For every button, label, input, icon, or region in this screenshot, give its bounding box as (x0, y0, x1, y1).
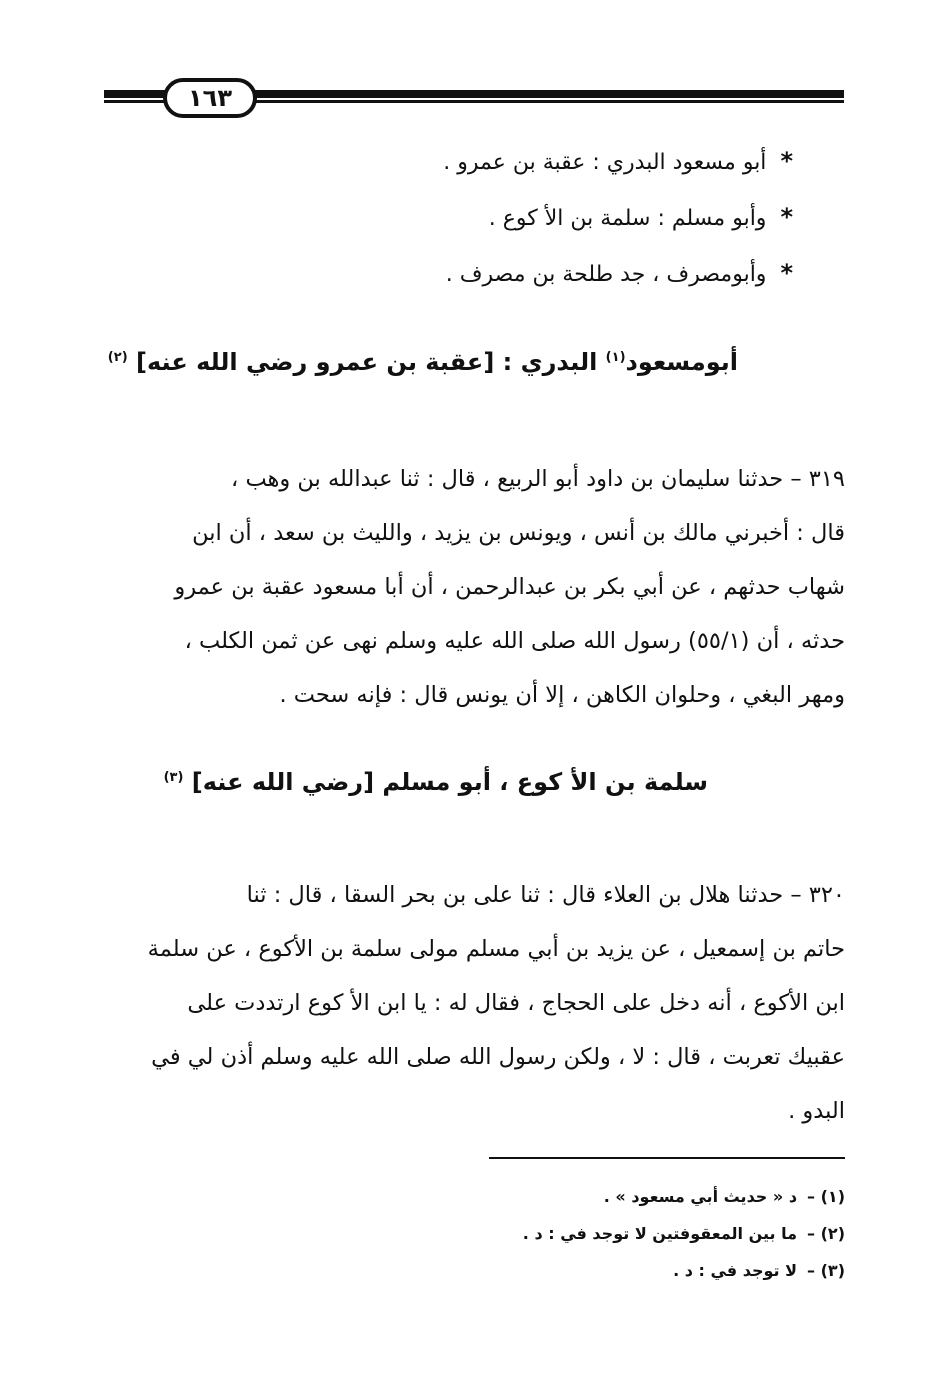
footnote-text: د « حديث أبي مسعود » . (603, 1187, 798, 1206)
paragraph-line: عقبيك تعربت ، قال : لا ، ولكن رسول الله صلى الله عليه وسلم أذن لي في (151, 1044, 845, 1070)
footnote-number: (٢) – (807, 1224, 845, 1243)
footnote-ref: (٢) (107, 350, 128, 365)
footnote-item (345, 1219, 845, 1256)
heading-text: البدري : [عقبة بن عمرو رضي الله عنه] (127, 348, 606, 376)
paragraph-line: ومهر البغي ، وحلوان الكاهن ، إلا أن يونس قال : فإنه سحت . (279, 682, 845, 708)
footnote-item (345, 1256, 845, 1293)
footnotes (345, 1182, 845, 1293)
bullet-star-icon: * (780, 203, 793, 231)
heading-text: أبومسعود (625, 348, 738, 376)
footnote-number: (٣) – (807, 1261, 845, 1280)
paragraph-line: حاتم بن إسمعيل ، عن يزيد بن أبي مسلم مولى سلمة بن الأكوع ، عن سلمة (147, 936, 845, 962)
paragraph-line: البدو . (788, 1098, 845, 1124)
bullet-text: أبو مسعود البدري : عقبة بن عمرو . (443, 150, 767, 175)
paragraph-line: قال : أخبرني مالك بن أنس ، ويونس بن يزيد ، والليث بن سعد ، أن ابن (192, 520, 845, 546)
bullet-star-icon: * (780, 259, 793, 287)
section-heading-salama (164, 768, 708, 796)
hadith-319-paragraph (99, 452, 845, 722)
bullet-list (293, 138, 793, 306)
bullet-star-icon: * (780, 147, 793, 175)
footnote-item (345, 1182, 845, 1219)
paragraph-line: حدثه ، أن (٥٥/١) رسول الله صلى الله عليه وسلم نهى عن ثمن الكلب ، (184, 628, 845, 654)
footnote-ref: (١) (605, 350, 626, 365)
bullet-item (293, 250, 793, 306)
page-number: ١٦٣ (163, 78, 257, 118)
paragraph-line: ٣١٩ – حدثنا سليمان بن داود أبو الربيع ، قال : ثنا عبدالله بن وهب ، (231, 466, 845, 492)
footnote-ref: (٣) (163, 770, 184, 785)
footnote-text: ما بين المعقوفتين لا توجد في : د . (522, 1224, 798, 1243)
footnote-text: لا توجد في : د . (673, 1261, 798, 1280)
bullet-text: وأبو مسلم : سلمة بن الأ كوع . (488, 206, 767, 231)
paragraph-line: ابن الأكوع ، أنه دخل على الحجاج ، فقال له : يا ابن الأ كوع ارتددت على (187, 990, 845, 1016)
hadith-320-paragraph (99, 868, 845, 1138)
heading-text: سلمة بن الأ كوع ، أبو مسلم [رضي الله عنه] (183, 768, 708, 796)
bullet-item (293, 138, 793, 194)
footnote-number: (١) – (807, 1187, 845, 1206)
bullet-item (293, 194, 793, 250)
footnote-divider (489, 1157, 845, 1159)
bullet-text: وأبومصرف ، جد طلحة بن مصرف . (445, 262, 767, 287)
paragraph-line: شهاب حدثهم ، عن أبي بكر بن عبدالرحمن ، أن أبا مسعود عقبة بن عمرو (174, 574, 845, 600)
paragraph-line: ٣٢٠ – حدثنا هلال بن العلاء قال : ثنا على بن بحر السقا ، قال : ثنا (246, 882, 845, 908)
section-heading-abu-masud (108, 348, 738, 376)
